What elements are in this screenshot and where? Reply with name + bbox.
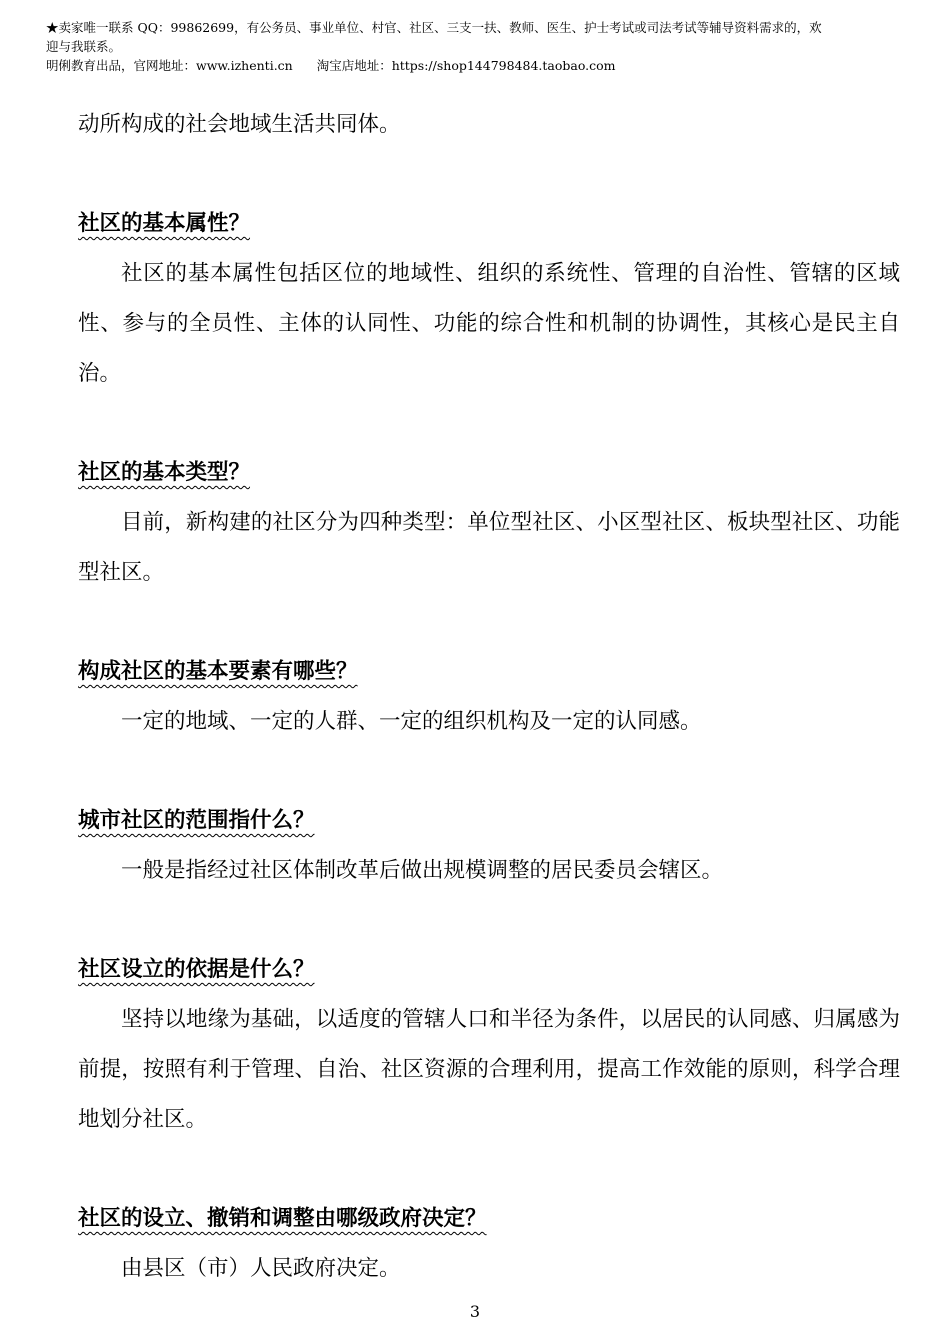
question-text: 社区设立的依据是什么？ — [78, 957, 315, 982]
document-body — [78, 100, 900, 1294]
answer-paragraph: 一定的地域、一定的人群、一定的组织机构及一定的认同感。 — [121, 709, 702, 734]
question-text: 社区的设立、撤销和调整由哪级政府决定？ — [78, 1206, 487, 1231]
question-text: 社区的基本类型？ — [78, 460, 251, 485]
question-text: 城市社区的范围指什么？ — [78, 808, 315, 833]
header-line-2: 迎与我联系。 — [46, 39, 122, 54]
question-text: 社区的基本属性？ — [78, 211, 251, 236]
intro-paragraph: 动所构成的社会地域生活共同体。 — [78, 112, 401, 137]
answer-paragraph: 由县区（市）人民政府决定。 — [121, 1256, 401, 1281]
section-heading-basis — [78, 945, 900, 995]
section-heading-types — [78, 448, 900, 498]
page-number: 3 — [469, 1302, 481, 1321]
section-heading-elements — [78, 647, 900, 697]
page-header — [46, 18, 916, 75]
header-line-3 — [46, 56, 916, 75]
section-heading-scope — [78, 796, 900, 846]
answer-paragraph: 目前，新构建的社区分为四种类型：单位型社区、小区型社区、板块型社区、功能型社区。 — [78, 510, 900, 585]
section-heading-attributes — [78, 199, 900, 249]
answer-paragraph: 社区的基本属性包括区位的地域性、组织的系统性、管理的自治性、管辖的区域性、参与的全员性、主体的认同性、功能的综合性和机制的协调性，其核心是民主自治。 — [78, 261, 900, 386]
question-text: 构成社区的基本要素有哪些？ — [78, 659, 358, 684]
section-heading-authority — [78, 1194, 900, 1244]
answer-paragraph: 一般是指经过社区体制改革后做出规模调整的居民委员会辖区。 — [121, 858, 724, 883]
answer-paragraph: 坚持以地缘为基础，以适度的管辖人口和半径为条件，以居民的认同感、归属感为前提，按照有利于管理、自治、社区资源的合理利用，提高工作效能的原则，科学合理地划分社区。 — [78, 1007, 900, 1132]
header-shop-address: 淘宝店地址：https://shop144798484.taobao.com — [316, 58, 616, 73]
header-line-1: ★卖家唯一联系 QQ：99862699，有公务员、事业单位、村官、社区、三支一扶、教师、医生、护士考试或司法考试等辅导资料需求的，欢 — [46, 20, 822, 35]
header-website: 明俐教育出品，官网地址：www.izhenti.cn — [46, 58, 293, 73]
